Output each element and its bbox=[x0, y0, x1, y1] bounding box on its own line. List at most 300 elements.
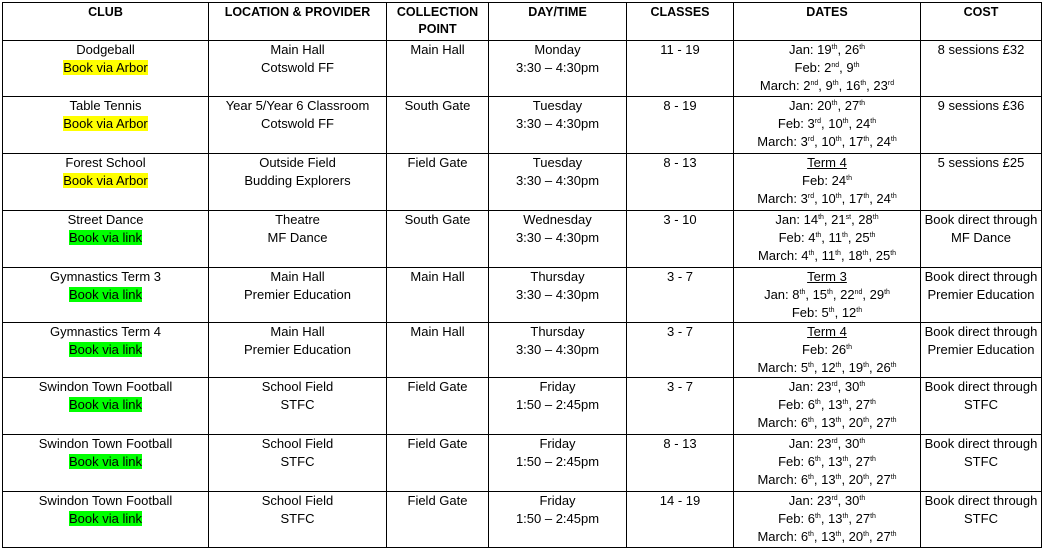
classes-range: 3 - 7 bbox=[666, 269, 693, 284]
location-cell bbox=[209, 268, 387, 323]
collection-point: Field Gate bbox=[407, 379, 468, 394]
day-label: Tuesday bbox=[532, 98, 583, 113]
table-row bbox=[3, 378, 1042, 435]
date-line: Jan: 8th, 15th, 22nd, 29th bbox=[764, 287, 890, 302]
date-suffix: th bbox=[890, 250, 897, 257]
classes-cell bbox=[627, 378, 734, 435]
date-line: Jan: 23rd, 30th bbox=[788, 436, 866, 451]
date-suffix: th bbox=[884, 289, 890, 296]
header-club: CLUB bbox=[3, 3, 209, 41]
date-month: Feb: bbox=[778, 397, 805, 412]
date-day: 10 bbox=[828, 116, 843, 131]
date-line: Feb: 5th, 12th bbox=[791, 305, 863, 320]
date-day: 11 bbox=[828, 230, 843, 245]
date-suffix: th bbox=[863, 474, 869, 481]
club-cell bbox=[3, 268, 209, 323]
date-suffix: th bbox=[859, 438, 866, 445]
table-row bbox=[3, 211, 1042, 268]
date-day: 20 bbox=[848, 529, 864, 544]
collection-cell bbox=[387, 211, 489, 268]
date-suffix: th bbox=[863, 136, 870, 143]
date-suffix: nd bbox=[854, 289, 863, 296]
booking-line bbox=[3, 396, 208, 414]
club-name: Table Tennis bbox=[69, 98, 142, 113]
classes-cell bbox=[627, 268, 734, 323]
date-day: 23 bbox=[816, 379, 832, 394]
date-line bbox=[734, 172, 920, 190]
club-name: Street Dance bbox=[67, 212, 144, 227]
club-name: Dodgeball bbox=[76, 42, 135, 57]
date-line: Jan: 14th, 21st, 28th bbox=[775, 212, 879, 227]
date-day: 15 bbox=[812, 287, 828, 302]
classes-cell bbox=[627, 154, 734, 211]
date-suffix: th bbox=[890, 474, 897, 481]
location-cell bbox=[209, 378, 387, 435]
date-month: Feb: bbox=[778, 230, 805, 245]
day-label: Tuesday bbox=[532, 155, 583, 170]
date-day: 19 bbox=[848, 360, 864, 375]
dates-cell bbox=[734, 97, 921, 154]
date-month: Jan: bbox=[788, 436, 814, 451]
booking-link[interactable]: Book via link bbox=[69, 454, 142, 469]
date-suffix: th bbox=[862, 250, 869, 257]
collection-point: South Gate bbox=[404, 98, 471, 113]
date-day: 13 bbox=[828, 397, 843, 412]
table-row bbox=[3, 268, 1042, 323]
date-day: 27 bbox=[844, 98, 860, 113]
date-day: 22 bbox=[840, 287, 855, 302]
date-line: Jan: 19th, 26th bbox=[788, 42, 866, 57]
header-classes: CLASSES bbox=[627, 3, 734, 41]
table-row bbox=[3, 41, 1042, 97]
club-cell bbox=[3, 211, 209, 268]
date-day: 9 bbox=[846, 60, 854, 75]
date-line: Jan: 23rd, 30th bbox=[788, 379, 866, 394]
cost-text: 5 sessions £25 bbox=[937, 155, 1025, 170]
date-suffix: th bbox=[835, 136, 842, 143]
date-day: 26 bbox=[844, 42, 860, 57]
dates-cell bbox=[734, 41, 921, 97]
cost-text: Book direct through STFC bbox=[924, 493, 1038, 526]
location-name: Main Hall bbox=[270, 42, 325, 57]
date-day: 27 bbox=[876, 529, 891, 544]
date-suffix: nd bbox=[831, 62, 840, 69]
date-suffix: th bbox=[842, 456, 849, 463]
date-month: Feb: bbox=[802, 342, 829, 357]
date-day: 27 bbox=[855, 397, 871, 412]
date-day: 9 bbox=[825, 78, 833, 93]
date-month: March: bbox=[757, 191, 797, 206]
date-day: 23 bbox=[816, 436, 832, 451]
booking-link[interactable]: Book via Arbor bbox=[63, 116, 148, 131]
booking-link[interactable]: Book via Arbor bbox=[63, 173, 148, 188]
date-suffix: th bbox=[835, 193, 842, 200]
date-day: 24 bbox=[876, 134, 891, 149]
cost-text: Book direct through STFC bbox=[924, 436, 1038, 469]
date-line: Feb: 3rd, 10th, 24th bbox=[777, 116, 877, 131]
collection-cell bbox=[387, 97, 489, 154]
date-day: 10 bbox=[821, 134, 836, 149]
location-name: School Field bbox=[261, 493, 334, 508]
classes-range: 8 - 19 bbox=[663, 98, 697, 113]
table-row bbox=[3, 492, 1042, 548]
date-line: March: 6th, 13th, 20th, 27th bbox=[757, 472, 897, 487]
date-month: March: bbox=[757, 472, 798, 487]
date-month: March: bbox=[757, 248, 798, 263]
date-day: 30 bbox=[844, 493, 860, 508]
location-name: Outside Field bbox=[259, 155, 336, 170]
table-row bbox=[3, 154, 1042, 211]
date-line: March: 6th, 13th, 20th, 27th bbox=[757, 415, 897, 430]
date-month: Jan: bbox=[764, 287, 789, 302]
date-day: 19 bbox=[817, 42, 832, 57]
location-cell bbox=[209, 435, 387, 492]
daytime-cell bbox=[489, 41, 627, 97]
time-label: 3:30 – 4:30pm bbox=[515, 116, 600, 131]
date-line: Feb: 2nd, 9th bbox=[794, 60, 860, 75]
date-month: March: bbox=[757, 415, 798, 430]
date-day: 3 bbox=[807, 116, 815, 131]
date-day: 12 bbox=[841, 305, 857, 320]
date-day: 24 bbox=[855, 116, 871, 131]
date-day: 3 bbox=[800, 191, 808, 206]
classes-range: 3 - 7 bbox=[666, 324, 693, 339]
date-day: 6 bbox=[807, 511, 815, 526]
collection-cell bbox=[387, 378, 489, 435]
booking-link[interactable]: Book via Arbor bbox=[63, 60, 148, 75]
date-suffix: th bbox=[831, 44, 838, 51]
date-suffix: th bbox=[890, 193, 897, 200]
day-label: Monday bbox=[534, 42, 581, 57]
dates-cell bbox=[734, 492, 921, 548]
date-month: Jan: bbox=[788, 98, 814, 113]
club-name: Gymnastics Term 3 bbox=[49, 269, 161, 284]
date-suffix: th bbox=[853, 62, 860, 69]
daytime-cell bbox=[489, 97, 627, 154]
booking-line bbox=[3, 510, 208, 528]
booking-link[interactable]: Book via link bbox=[69, 511, 142, 526]
cost-text: Book direct through MF Dance bbox=[924, 212, 1038, 245]
classes-range: 3 - 10 bbox=[663, 212, 697, 227]
collection-point: Main Hall bbox=[410, 324, 465, 339]
date-suffix: th bbox=[870, 118, 877, 125]
date-suffix: th bbox=[835, 362, 842, 369]
club-cell bbox=[3, 378, 209, 435]
term-label: Term 3 bbox=[807, 269, 847, 284]
club-name: Swindon Town Football bbox=[38, 436, 173, 451]
date-suffix: th bbox=[842, 399, 849, 406]
cost-cell bbox=[921, 378, 1042, 435]
booking-line bbox=[3, 229, 208, 247]
collection-point: Field Gate bbox=[407, 436, 468, 451]
provider-name: STFC bbox=[280, 454, 315, 469]
time-label: 3:30 – 4:30pm bbox=[515, 342, 600, 357]
date-line: Jan: 23rd, 30th bbox=[788, 493, 866, 508]
date-month: Jan: bbox=[775, 212, 800, 227]
location-name: School Field bbox=[261, 436, 334, 451]
date-month: Jan: bbox=[788, 42, 814, 57]
provider-name: Budding Explorers bbox=[244, 173, 351, 188]
date-day: 25 bbox=[875, 248, 891, 263]
date-month: Jan: bbox=[788, 493, 814, 508]
booking-line bbox=[3, 341, 208, 359]
date-suffix: th bbox=[808, 362, 814, 369]
classes-range: 11 - 19 bbox=[660, 42, 700, 57]
date-day: 16 bbox=[845, 78, 861, 93]
date-day: 5 bbox=[821, 305, 829, 320]
time-label: 1:50 – 2:45pm bbox=[515, 454, 600, 469]
provider-name: Cotswold FF bbox=[261, 60, 334, 75]
date-line: March: 6th, 13th, 20th, 27th bbox=[757, 529, 897, 544]
clubs-table bbox=[2, 2, 1042, 548]
date-suffix: th bbox=[842, 118, 849, 125]
date-day: 8 bbox=[792, 287, 800, 302]
day-label: Thursday bbox=[530, 269, 585, 284]
date-day: 24 bbox=[876, 191, 891, 206]
location-cell bbox=[209, 211, 387, 268]
header-daytime: DAY/TIME bbox=[489, 3, 627, 41]
dates-cell bbox=[734, 154, 921, 211]
date-month: March: bbox=[757, 529, 798, 544]
date-suffix: th bbox=[814, 513, 821, 520]
cost-text: 9 sessions £36 bbox=[937, 98, 1025, 113]
date-suffix: th bbox=[890, 417, 897, 424]
date-line: March: 5th, 12th, 19th, 26th bbox=[757, 360, 897, 375]
booking-link[interactable]: Book via link bbox=[69, 230, 142, 245]
booking-line bbox=[3, 172, 208, 190]
classes-range: 14 - 19 bbox=[659, 493, 701, 508]
cost-text: Book direct through STFC bbox=[924, 379, 1038, 412]
date-day: 6 bbox=[807, 454, 815, 469]
date-suffix: th bbox=[863, 531, 869, 538]
classes-cell bbox=[627, 492, 734, 548]
date-day: 25 bbox=[855, 230, 870, 245]
date-day: 2 bbox=[803, 78, 811, 93]
cost-cell bbox=[921, 435, 1042, 492]
date-suffix: th bbox=[828, 307, 835, 314]
cost-text: 8 sessions £32 bbox=[937, 42, 1025, 57]
date-suffix: th bbox=[863, 362, 869, 369]
collection-point: Main Hall bbox=[410, 42, 465, 57]
daytime-cell bbox=[489, 268, 627, 323]
dates-cell bbox=[734, 211, 921, 268]
classes-range: 3 - 7 bbox=[666, 379, 693, 394]
date-day: 10 bbox=[821, 191, 836, 206]
collection-cell bbox=[387, 323, 489, 378]
collection-cell bbox=[387, 492, 489, 548]
header-dates: DATES bbox=[734, 3, 921, 41]
time-label: 3:30 – 4:30pm bbox=[515, 173, 600, 188]
cost-cell bbox=[921, 97, 1042, 154]
location-cell bbox=[209, 97, 387, 154]
date-suffix: th bbox=[846, 175, 852, 182]
date-line: March: 3rd, 10th, 17th, 24th bbox=[757, 191, 897, 206]
daytime-cell bbox=[489, 154, 627, 211]
collection-cell bbox=[387, 41, 489, 97]
booking-link[interactable]: Book via link bbox=[69, 397, 142, 412]
time-label: 3:30 – 4:30pm bbox=[515, 60, 600, 75]
date-suffix: th bbox=[890, 136, 897, 143]
club-cell bbox=[3, 154, 209, 211]
table-row bbox=[3, 323, 1042, 378]
date-day: 2 bbox=[824, 60, 832, 75]
daytime-cell bbox=[489, 435, 627, 492]
header-collection: COLLECTION POINT bbox=[387, 3, 489, 41]
date-day: 26 bbox=[876, 360, 891, 375]
date-suffix: th bbox=[856, 307, 863, 314]
location-cell bbox=[209, 154, 387, 211]
club-cell bbox=[3, 41, 209, 97]
club-cell bbox=[3, 492, 209, 548]
date-suffix: rd bbox=[831, 381, 838, 388]
location-name: Main Hall bbox=[270, 324, 325, 339]
date-day: 20 bbox=[848, 472, 864, 487]
provider-name: Premier Education bbox=[244, 287, 351, 302]
date-month: March: bbox=[757, 134, 797, 149]
date-suffix: rd bbox=[807, 193, 815, 200]
date-suffix: rd bbox=[887, 80, 895, 87]
date-suffix: th bbox=[859, 100, 866, 107]
daytime-cell bbox=[489, 378, 627, 435]
date-suffix: st bbox=[845, 214, 852, 221]
provider-name: STFC bbox=[280, 397, 315, 412]
date-day: 30 bbox=[844, 379, 860, 394]
classes-cell bbox=[627, 41, 734, 97]
collection-cell bbox=[387, 268, 489, 323]
table-body bbox=[3, 41, 1042, 548]
provider-name: MF Dance bbox=[267, 230, 328, 245]
cost-text: Book direct through Premier Education bbox=[924, 269, 1038, 302]
location-name: Year 5/Year 6 Classroom bbox=[225, 98, 370, 113]
collection-cell bbox=[387, 154, 489, 211]
term-label: Term 4 bbox=[807, 155, 847, 170]
location-cell bbox=[209, 323, 387, 378]
dates-cell bbox=[734, 268, 921, 323]
dates-cell bbox=[734, 323, 921, 378]
time-label: 1:50 – 2:45pm bbox=[515, 511, 600, 526]
collection-cell bbox=[387, 435, 489, 492]
date-day: 21 bbox=[831, 212, 846, 227]
date-day: 27 bbox=[876, 415, 891, 430]
date-suffix: th bbox=[859, 495, 866, 502]
date-day: 17 bbox=[848, 134, 864, 149]
date-day: 28 bbox=[858, 212, 873, 227]
date-suffix: th bbox=[815, 232, 822, 239]
date-line bbox=[734, 341, 920, 359]
cost-cell bbox=[921, 41, 1042, 97]
date-day: 26 bbox=[831, 342, 847, 357]
date-day: 17 bbox=[848, 191, 864, 206]
table-row bbox=[3, 435, 1042, 492]
classes-range: 8 - 13 bbox=[663, 155, 697, 170]
date-day: 27 bbox=[855, 454, 871, 469]
cost-cell bbox=[921, 492, 1042, 548]
date-day: 4 bbox=[801, 248, 809, 263]
collection-point: Main Hall bbox=[410, 269, 465, 284]
date-month: Jan: bbox=[788, 379, 814, 394]
booking-line bbox=[3, 286, 208, 304]
date-suffix: nd bbox=[810, 80, 819, 87]
day-label: Friday bbox=[539, 436, 576, 451]
club-name: Swindon Town Football bbox=[38, 379, 173, 394]
date-suffix: th bbox=[842, 513, 849, 520]
header-cost: COST bbox=[921, 3, 1042, 41]
date-suffix: th bbox=[808, 531, 814, 538]
date-day: 20 bbox=[848, 415, 864, 430]
date-day: 13 bbox=[821, 529, 836, 544]
date-line: Feb: 6th, 13th, 27th bbox=[778, 511, 876, 526]
date-day: 6 bbox=[800, 415, 809, 430]
date-suffix: th bbox=[870, 399, 876, 406]
classes-cell bbox=[627, 97, 734, 154]
date-suffix: th bbox=[814, 399, 821, 406]
date-day: 12 bbox=[821, 360, 836, 375]
table-row bbox=[3, 97, 1042, 154]
date-line: March: 2nd, 9th, 16th, 23rd bbox=[759, 78, 895, 93]
date-day: 13 bbox=[828, 511, 843, 526]
club-name: Gymnastics Term 4 bbox=[49, 324, 161, 339]
dates-cell bbox=[734, 435, 921, 492]
date-day: 29 bbox=[869, 287, 885, 302]
dates-cell bbox=[734, 378, 921, 435]
collection-point: South Gate bbox=[404, 212, 471, 227]
daytime-cell bbox=[489, 492, 627, 548]
date-day: 5 bbox=[800, 360, 809, 375]
date-day: 20 bbox=[817, 98, 832, 113]
club-cell bbox=[3, 97, 209, 154]
time-label: 3:30 – 4:30pm bbox=[515, 230, 600, 245]
daytime-cell bbox=[489, 323, 627, 378]
date-suffix: th bbox=[799, 289, 806, 296]
date-day: 6 bbox=[807, 397, 815, 412]
date-suffix: th bbox=[831, 100, 838, 107]
cost-cell bbox=[921, 211, 1042, 268]
classes-range: 8 - 13 bbox=[663, 436, 697, 451]
date-suffix: th bbox=[890, 362, 897, 369]
date-day: 23 bbox=[816, 493, 832, 508]
location-cell bbox=[209, 41, 387, 97]
date-suffix: th bbox=[869, 232, 876, 239]
date-line: Feb: 4th, 11th, 25th bbox=[778, 230, 876, 245]
date-suffix: rd bbox=[831, 495, 838, 502]
date-day: 30 bbox=[844, 436, 860, 451]
date-suffix: th bbox=[846, 344, 852, 351]
date-suffix: th bbox=[835, 474, 842, 481]
date-suffix: rd bbox=[814, 118, 821, 125]
day-label: Friday bbox=[539, 379, 576, 394]
date-suffix: th bbox=[870, 456, 876, 463]
booking-link[interactable]: Book via link bbox=[69, 287, 142, 302]
date-day: 18 bbox=[848, 248, 863, 263]
date-day: 27 bbox=[876, 472, 891, 487]
daytime-cell bbox=[489, 211, 627, 268]
day-label: Friday bbox=[539, 493, 576, 508]
header-location: LOCATION & PROVIDER bbox=[209, 3, 387, 41]
date-suffix: th bbox=[842, 232, 848, 239]
date-suffix: th bbox=[835, 250, 841, 257]
date-day: 23 bbox=[873, 78, 888, 93]
date-suffix: th bbox=[872, 214, 879, 221]
club-cell bbox=[3, 323, 209, 378]
date-month: Feb: bbox=[794, 60, 821, 75]
booking-link[interactable]: Book via link bbox=[69, 342, 142, 357]
date-suffix: th bbox=[860, 80, 867, 87]
date-suffix: th bbox=[863, 417, 869, 424]
location-name: Main Hall bbox=[270, 269, 325, 284]
date-day: 13 bbox=[821, 472, 836, 487]
location-name: School Field bbox=[261, 379, 334, 394]
date-day: 3 bbox=[800, 134, 808, 149]
